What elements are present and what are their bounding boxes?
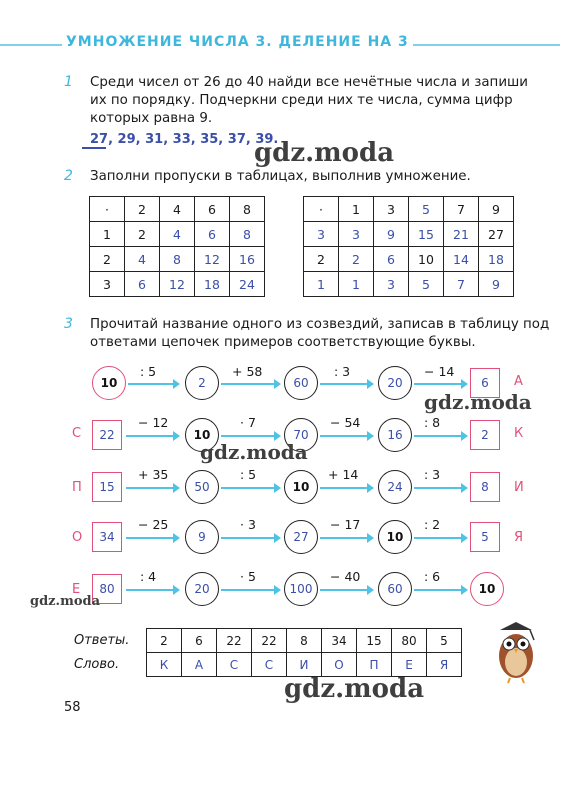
chain-arrow — [414, 589, 466, 591]
chain-op: − 25 — [138, 517, 169, 532]
answer-cell: 8 — [287, 629, 322, 653]
row-letter: К — [514, 426, 524, 441]
chain-arrow — [414, 383, 466, 385]
table-cell: 3 — [374, 272, 409, 297]
table-cell: 12 — [195, 247, 230, 272]
chain-node: 70 — [284, 418, 318, 452]
table-cell: 3 — [90, 272, 125, 297]
start-square: 22 — [92, 420, 122, 450]
chain-op: − 40 — [330, 569, 361, 584]
table-cell: 5 — [409, 272, 444, 297]
task2-number: 2 — [64, 168, 73, 184]
table-cell: 21 — [444, 222, 479, 247]
chain-op: : 5 — [140, 364, 157, 379]
table-cell: 7 — [444, 197, 479, 222]
table-cell: 1 — [339, 197, 374, 222]
table-cell: 4 — [160, 197, 195, 222]
chain-node: 16 — [378, 418, 412, 452]
chain-arrow — [414, 435, 466, 437]
chain-arrow — [320, 435, 372, 437]
table-cell: 18 — [479, 247, 514, 272]
chain-op: − 17 — [330, 517, 361, 532]
result-square: 5 — [470, 522, 500, 552]
multiplication-table-1 — [89, 196, 265, 297]
chain-arrow — [320, 383, 372, 385]
table-cell: 8 — [160, 247, 195, 272]
answer-cell: 6 — [182, 629, 217, 653]
watermark: gdz.moda — [30, 594, 101, 609]
table-cell: 2 — [125, 222, 160, 247]
table-cell: 9 — [479, 197, 514, 222]
table-cell: 6 — [374, 247, 409, 272]
answer-cell: 2 — [147, 629, 182, 653]
table-cell: 9 — [374, 222, 409, 247]
row-side-letter: С — [72, 426, 82, 441]
word-cell: И — [287, 653, 322, 677]
table-cell: 3 — [374, 197, 409, 222]
chain-op: : 5 — [240, 467, 257, 482]
answer-cell: 22 — [252, 629, 287, 653]
task1-number: 1 — [64, 74, 73, 90]
table-cell: 10 — [409, 247, 444, 272]
chain-arrow — [414, 487, 466, 489]
watermark: gdz.moda — [284, 674, 425, 704]
task1-answer: 27, 29, 31, 33, 35, 37, 39. — [90, 132, 279, 147]
chain-node: 60 — [284, 366, 318, 400]
table-cell: 3 — [304, 222, 339, 247]
task1-line2: их по порядку. Подчеркни среди них те числа, сумма цифр — [90, 93, 513, 108]
chain-node: 10 — [470, 572, 504, 606]
chain-arrow — [126, 487, 178, 489]
word-cell: С — [217, 653, 252, 677]
chain-op: · 3 — [240, 517, 256, 532]
table-cell: 6 — [195, 222, 230, 247]
chain-arrow — [320, 589, 372, 591]
chain-op: − 54 — [330, 415, 361, 430]
chain-node: 50 — [185, 470, 219, 504]
chain-node: 9 — [185, 520, 219, 554]
table-cell: 6 — [125, 272, 160, 297]
chain-node: 60 — [378, 572, 412, 606]
chain-node: 10 — [185, 418, 219, 452]
start-square: 80 — [92, 574, 122, 604]
chain-arrow — [221, 537, 279, 539]
watermark: gdz.moda — [254, 138, 395, 168]
table-cell: · — [90, 197, 125, 222]
chain-arrow — [126, 435, 178, 437]
chain-op: · 5 — [240, 569, 256, 584]
chain-op: − 12 — [138, 415, 169, 430]
chain-op: − 14 — [424, 364, 455, 379]
owl-icon — [492, 620, 540, 684]
chain-op: : 3 — [424, 467, 441, 482]
row-side-letter: Е — [72, 582, 81, 597]
table-cell: 9 — [479, 272, 514, 297]
chain-node: 10 — [92, 366, 126, 400]
start-square: 34 — [92, 522, 122, 552]
word-cell: Я — [427, 653, 462, 677]
word-cell: О — [322, 653, 357, 677]
table-cell: 8 — [230, 222, 265, 247]
table-cell: 2 — [90, 247, 125, 272]
table-cell: 3 — [339, 222, 374, 247]
chain-node: 2 — [185, 366, 219, 400]
table-cell: 2 — [339, 247, 374, 272]
row-side-letter: П — [72, 480, 82, 495]
table-cell: 14 — [444, 247, 479, 272]
table-cell: 8 — [230, 197, 265, 222]
chain-arrow — [414, 537, 466, 539]
table-cell: 7 — [444, 272, 479, 297]
chain-op: : 8 — [424, 415, 441, 430]
word-cell: А — [182, 653, 217, 677]
chain-node: 20 — [185, 572, 219, 606]
task2-text: Заполни пропуски в таблицах, выполнив умножение. — [90, 169, 471, 184]
chain-arrow — [221, 589, 279, 591]
task3-line1: Прочитай название одного из созвездий, записав в таблицу под — [90, 317, 550, 332]
chain-op: : 4 — [140, 569, 157, 584]
chain-node: 20 — [378, 366, 412, 400]
chain-arrow — [128, 383, 178, 385]
table-cell: 15 — [409, 222, 444, 247]
answer-cell: 15 — [357, 629, 392, 653]
chain-op: + 14 — [328, 467, 359, 482]
chain-op: : 6 — [424, 569, 441, 584]
row-letter: А — [514, 374, 523, 389]
chain-arrow — [320, 487, 372, 489]
table-cell: 4 — [125, 247, 160, 272]
word-label: Слово. — [74, 657, 120, 672]
chain-op: · 7 — [240, 415, 256, 430]
table-cell: 16 — [230, 247, 265, 272]
word-cell: К — [147, 653, 182, 677]
table-cell: 1 — [304, 272, 339, 297]
chain-op: : 3 — [334, 364, 351, 379]
page-number: 58 — [64, 700, 81, 715]
word-cell: Е — [392, 653, 427, 677]
chain-arrow — [221, 487, 279, 489]
answer-cell: 34 — [322, 629, 357, 653]
result-square: 2 — [470, 420, 500, 450]
table-cell: 1 — [339, 272, 374, 297]
table-cell: · — [304, 197, 339, 222]
chain-arrow — [320, 537, 372, 539]
table-cell: 18 — [195, 272, 230, 297]
chain-op: + 35 — [138, 467, 169, 482]
answers-label: Ответы. — [74, 633, 130, 648]
table-cell: 2 — [304, 247, 339, 272]
chain-node: 100 — [284, 572, 318, 606]
chain-arrow — [126, 589, 178, 591]
chain-op: + 58 — [232, 364, 263, 379]
chain-node: 27 — [284, 520, 318, 554]
row-side-letter: О — [72, 530, 83, 545]
table-cell: 4 — [160, 222, 195, 247]
start-square: 15 — [92, 472, 122, 502]
multiplication-table-2 — [303, 196, 514, 297]
table-cell: 12 — [160, 272, 195, 297]
answer-underline — [82, 147, 106, 149]
answers-table — [146, 628, 462, 677]
table-cell: 1 — [90, 222, 125, 247]
task3-number: 3 — [64, 316, 73, 332]
answer-cell: 5 — [427, 629, 462, 653]
table-cell: 2 — [125, 197, 160, 222]
row-letter: И — [514, 480, 524, 495]
answer-cell: 80 — [392, 629, 427, 653]
chain-node: 24 — [378, 470, 412, 504]
table-cell: 24 — [230, 272, 265, 297]
result-square: 8 — [470, 472, 500, 502]
chain-arrow — [221, 435, 279, 437]
result-square: 6 — [470, 368, 500, 398]
table-cell: 27 — [479, 222, 514, 247]
chain-arrow — [126, 537, 178, 539]
task3-line2: ответами цепочек примеров соответствующие буквы. — [90, 335, 476, 350]
table-cell: 5 — [409, 197, 444, 222]
task1-line3: которых равна 9. — [90, 111, 213, 126]
table-cell: 6 — [195, 197, 230, 222]
watermark: gdz.moda — [200, 440, 308, 464]
chain-node: 10 — [378, 520, 412, 554]
watermark: gdz.moda — [424, 390, 532, 414]
chain-node: 10 — [284, 470, 318, 504]
chain-op: : 2 — [424, 517, 441, 532]
chain-arrow — [221, 383, 279, 385]
answer-cell: 22 — [217, 629, 252, 653]
row-letter: Я — [514, 530, 524, 545]
word-cell: С — [252, 653, 287, 677]
word-cell: П — [357, 653, 392, 677]
section-title: УМНОЖЕНИЕ ЧИСЛА 3. ДЕЛЕНИЕ НА 3 — [62, 34, 413, 50]
task1-line1: Среди чисел от 26 до 40 найди все нечётные числа и запиши — [90, 75, 528, 90]
